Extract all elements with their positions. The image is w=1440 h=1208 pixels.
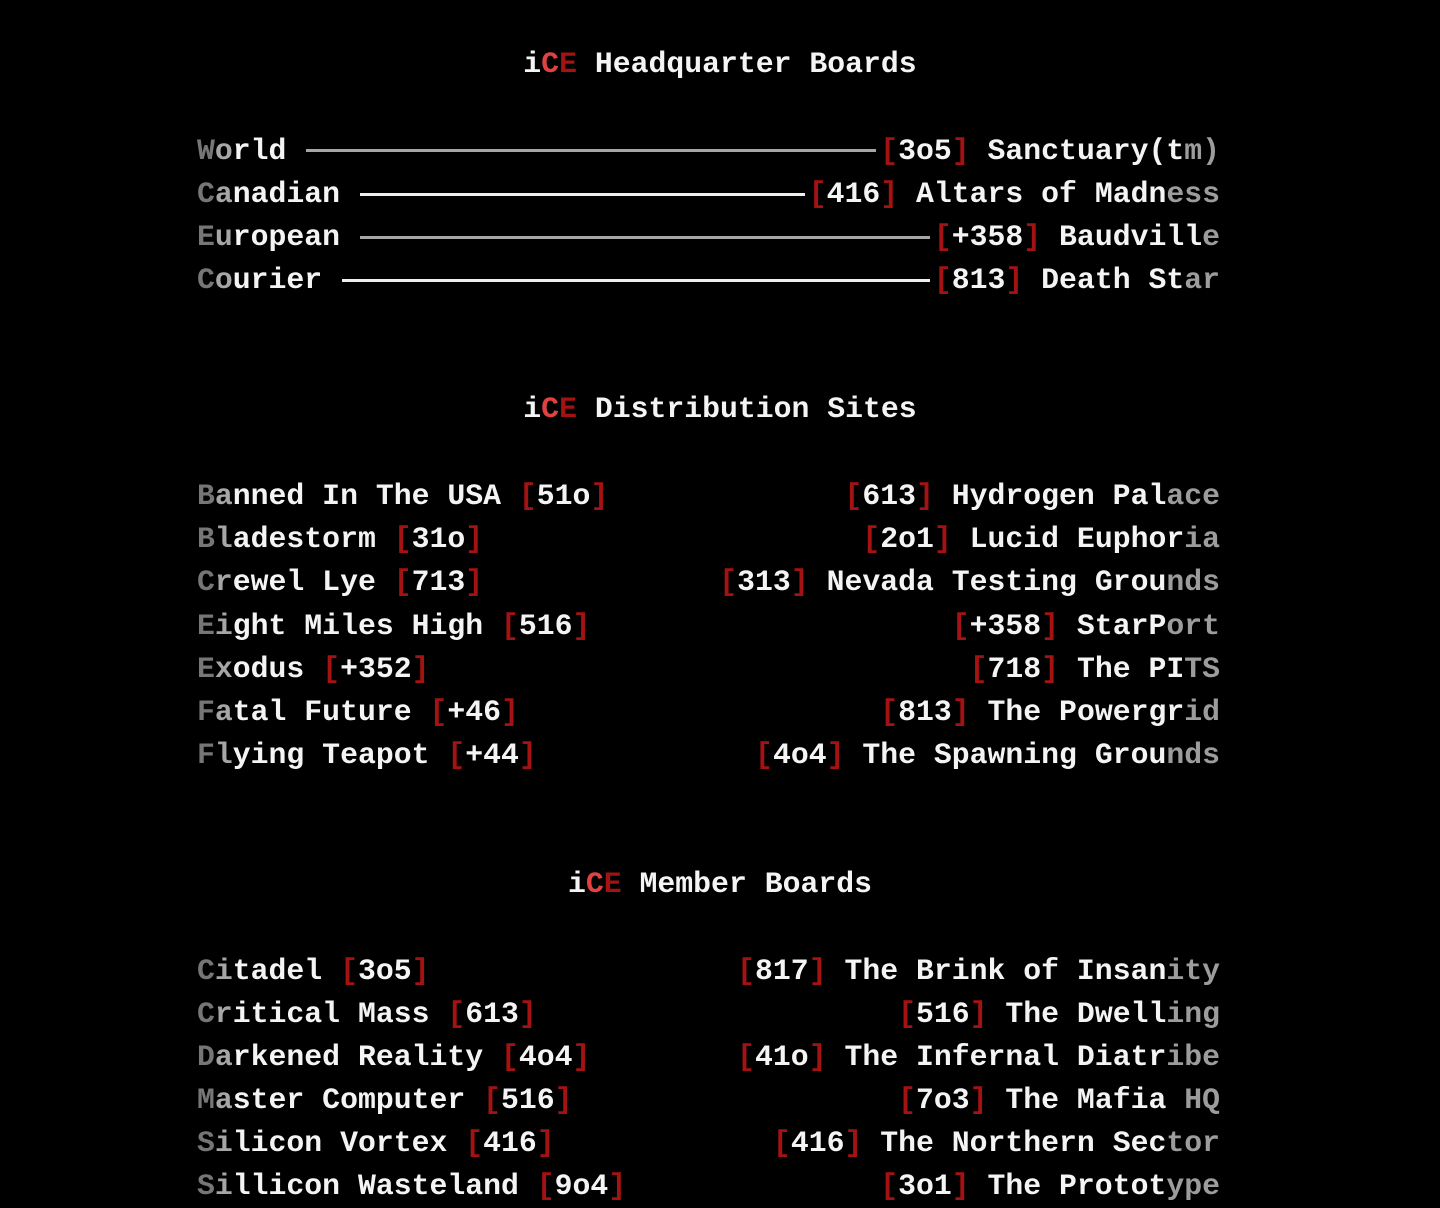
bracket-open: [: [518, 479, 537, 514]
bracket-close: ]: [808, 1039, 827, 1074]
bracket-close: ]: [572, 1039, 591, 1074]
member-row: [197, 1079, 1220, 1122]
area-code: 813: [898, 694, 952, 729]
dist-row: [197, 647, 1220, 690]
fade-char: E: [197, 651, 215, 686]
bracket-open: [: [880, 1169, 899, 1204]
network-name: urier: [232, 263, 341, 298]
fade-char: l: [214, 522, 233, 557]
site-entry-right: [862, 522, 1220, 556]
board-entry-left: [197, 997, 537, 1031]
bracket-open: [: [719, 565, 738, 600]
site-name: Lucid Euphor: [951, 522, 1185, 557]
area-code: +358: [969, 608, 1042, 643]
area-code: 713: [411, 565, 466, 600]
bracket-close: ]: [880, 177, 899, 212]
fade-char: TS: [1184, 651, 1220, 686]
fade-char: ort: [1166, 608, 1220, 643]
board-entry: [934, 263, 1220, 297]
title-letter-c: C: [585, 866, 604, 901]
title-letter-c: C: [541, 47, 560, 82]
bracket-close: ]: [501, 694, 519, 729]
site-name: The Powergr: [969, 694, 1185, 729]
fade-char: ace: [1166, 479, 1220, 514]
bracket-open: [: [465, 1126, 484, 1161]
connector-line: [342, 279, 930, 282]
fade-char: B: [197, 522, 215, 557]
fade-char: C: [197, 177, 215, 212]
fade-char: tor: [1166, 1126, 1220, 1161]
bracket-open: [: [447, 737, 466, 772]
area-code: +46: [447, 694, 502, 729]
bracket-open: [: [393, 522, 412, 557]
fade-char: C: [197, 953, 215, 988]
bracket-close: ]: [951, 694, 970, 729]
hq-row-courier: [197, 259, 1220, 302]
bracket-open: [: [737, 953, 756, 988]
board-name: The Brink of Insan: [826, 953, 1167, 988]
site-entry-left: [197, 565, 483, 599]
fade-char: M: [197, 1083, 215, 1118]
bracket-close: ]: [411, 651, 430, 686]
area-code: 416: [483, 1126, 537, 1161]
fade-char: i: [214, 1126, 233, 1161]
fade-char: E: [197, 220, 215, 255]
fade-char: HQ: [1184, 1083, 1220, 1118]
dist-section-title: [0, 388, 1440, 431]
bracket-open: [: [880, 694, 899, 729]
hq-row-european: [197, 216, 1220, 259]
fade-char: o: [214, 133, 233, 168]
board-entry-right: [737, 954, 1220, 988]
hq-row-canadian: [197, 173, 1220, 216]
site-name: ying Teapot: [232, 737, 448, 772]
site-entry-left: [197, 609, 590, 643]
board-entry-left: [197, 1040, 590, 1074]
board-name: Death St: [1023, 263, 1185, 298]
fade-char: S: [197, 1169, 215, 1204]
site-entry-left: [197, 738, 537, 772]
bracket-close: ]: [844, 1126, 863, 1161]
bracket-close: ]: [915, 479, 934, 514]
bracket-open: [: [933, 220, 952, 255]
board-name: llicon Wasteland: [232, 1169, 537, 1204]
bracket-close: ]: [518, 737, 537, 772]
title-text: Member Boards: [621, 866, 872, 901]
bracket-open: [: [340, 953, 358, 988]
bracket-open: [: [755, 737, 773, 772]
area-code: 416: [826, 177, 881, 212]
title-letter-e: E: [603, 866, 622, 901]
site-entry-right: [952, 609, 1220, 643]
member-row: [197, 1035, 1220, 1078]
connector-line: [306, 149, 876, 152]
bracket-open: [: [737, 1039, 756, 1074]
site-name: The Spawning Grou: [844, 737, 1167, 772]
fade-char: ing: [1166, 996, 1220, 1031]
area-code: 3o5: [357, 953, 412, 988]
site-entry-left: [197, 479, 608, 513]
bracket-close: ]: [411, 953, 430, 988]
fade-char: W: [197, 133, 215, 168]
bracket-open: [: [898, 1083, 916, 1118]
board-entry-right: [898, 1083, 1220, 1117]
dist-row: [197, 733, 1220, 776]
fade-char: a: [214, 1039, 233, 1074]
board-entry-left: [197, 1126, 555, 1160]
bracket-open: [: [969, 651, 988, 686]
site-name: ewel Lye: [232, 565, 394, 600]
site-name: Nevada Testing Grou: [808, 565, 1167, 600]
area-code: 813: [951, 263, 1006, 298]
title-text: Headquarter Boards: [576, 47, 917, 82]
board-name: The Dwell: [987, 996, 1167, 1031]
title-text: i: [523, 47, 542, 82]
board-name: The Mafia: [987, 1083, 1185, 1118]
bracket-close: ]: [951, 1169, 970, 1204]
bracket-close: ]: [1041, 651, 1060, 686]
fade-char: C: [197, 996, 215, 1031]
fade-char: i: [214, 608, 233, 643]
bracket-close: ]: [808, 953, 827, 988]
site-entry-right: [970, 652, 1220, 686]
area-code: 3o1: [898, 1169, 952, 1204]
bracket-close: ]: [572, 608, 591, 643]
fade-char: r: [214, 996, 233, 1031]
site-name: adestorm: [232, 522, 394, 557]
area-code: 7o3: [915, 1083, 970, 1118]
dist-row: [197, 604, 1220, 647]
fade-char: ity: [1166, 953, 1220, 988]
bracket-open: [: [501, 1039, 519, 1074]
area-code: 313: [737, 565, 791, 600]
fade-char: ia: [1184, 522, 1220, 557]
member-row: [197, 949, 1220, 992]
site-name: nned In The USA: [232, 479, 519, 514]
fade-char: S: [197, 1126, 215, 1161]
fade-char: i: [214, 953, 233, 988]
bracket-open: [: [772, 1126, 791, 1161]
area-code: 2o1: [880, 522, 934, 557]
network-label: [197, 134, 304, 168]
fade-char: E: [197, 608, 215, 643]
board-entry-left: [197, 1083, 573, 1117]
network-name: nadian: [232, 177, 358, 212]
connector-line: [360, 236, 930, 239]
site-name: The PI: [1059, 651, 1185, 686]
fade-char: ar: [1184, 263, 1220, 298]
site-entry-right: [755, 738, 1220, 772]
board-entry-left: [197, 1169, 626, 1203]
fade-char: nds: [1166, 565, 1220, 600]
title-text: i: [567, 866, 586, 901]
board-name: The Infernal Diatr: [826, 1039, 1167, 1074]
title-text: i: [523, 392, 542, 427]
network-name: rld: [232, 133, 305, 168]
bracket-close: ]: [969, 1083, 988, 1118]
fade-char: C: [197, 263, 215, 298]
fade-char: D: [197, 1039, 215, 1074]
area-code: +44: [465, 737, 519, 772]
board-name: itical Mass: [232, 996, 448, 1031]
hq-row-world: [197, 129, 1220, 172]
board-name: Altars of Madn: [898, 177, 1167, 212]
board-entry-right: [880, 1169, 1220, 1203]
area-code: 416: [790, 1126, 845, 1161]
fade-char: i: [214, 1169, 233, 1204]
fade-char: e: [1202, 220, 1220, 255]
site-entry-right: [880, 695, 1220, 729]
bracket-close: ]: [826, 737, 845, 772]
site-name: ght Miles High: [232, 608, 501, 643]
fade-char: ibe: [1166, 1039, 1220, 1074]
board-entry: [934, 220, 1220, 254]
bracket-close: ]: [536, 1126, 555, 1161]
board-entry-left: [197, 954, 430, 988]
fade-char: r: [214, 565, 233, 600]
bracket-open: [: [322, 651, 341, 686]
area-code: 4o4: [518, 1039, 573, 1074]
area-code: 9o4: [554, 1169, 609, 1204]
member-row: [197, 992, 1220, 1035]
fade-char: x: [214, 651, 233, 686]
bracket-close: ]: [1005, 263, 1024, 298]
member-board-list: [197, 949, 1220, 1208]
area-code: 613: [862, 479, 916, 514]
bracket-open: [: [808, 177, 827, 212]
area-code: 516: [501, 1083, 555, 1118]
fade-char: nds: [1166, 737, 1220, 772]
bracket-close: ]: [590, 479, 609, 514]
area-code: 516: [915, 996, 970, 1031]
dist-row: [197, 690, 1220, 733]
area-code: 31o: [411, 522, 466, 557]
fade-char: B: [197, 479, 215, 514]
site-name: tal Future: [232, 694, 430, 729]
hq-section-title: [0, 43, 1440, 86]
dist-site-list: [197, 475, 1220, 777]
title-text: Distribution Sites: [576, 392, 917, 427]
site-entry-left: [197, 652, 430, 686]
board-name: licon Vortex: [232, 1126, 466, 1161]
board-entry: [880, 134, 1220, 168]
board-name: The Northern Sec: [862, 1126, 1167, 1161]
site-name: StarP: [1059, 608, 1167, 643]
board-entry-right: [898, 997, 1220, 1031]
title-letter-e: E: [559, 392, 577, 427]
bracket-close: ]: [608, 1169, 627, 1204]
fade-char: u: [214, 220, 233, 255]
board-name: The Protot: [969, 1169, 1167, 1204]
fade-char: m): [1184, 133, 1220, 168]
fade-char: ess: [1166, 177, 1220, 212]
area-code: +352: [340, 651, 412, 686]
board-name: rkened Reality: [232, 1039, 501, 1074]
dist-row: [197, 475, 1220, 518]
fade-char: a: [214, 177, 233, 212]
board-name: tadel: [232, 953, 341, 988]
area-code: +358: [951, 220, 1024, 255]
board-entry-right: [773, 1126, 1220, 1160]
bracket-close: ]: [465, 522, 484, 557]
bracket-open: [: [898, 996, 916, 1031]
network-name: ropean: [232, 220, 358, 255]
board-name: Baudvill: [1041, 220, 1203, 255]
area-code: 718: [987, 651, 1042, 686]
bracket-close: ]: [790, 565, 809, 600]
dist-row: [197, 518, 1220, 561]
network-label: [197, 220, 358, 254]
member-row: [197, 1165, 1220, 1208]
network-label: [197, 263, 340, 297]
title-letter-c: C: [541, 392, 560, 427]
network-label: [197, 177, 358, 211]
board-entry-right: [737, 1040, 1220, 1074]
fade-char: a: [214, 479, 233, 514]
bracket-open: [: [536, 1169, 555, 1204]
bracket-close: ]: [554, 1083, 573, 1118]
bracket-close: ]: [933, 522, 952, 557]
bracket-close: ]: [465, 565, 484, 600]
bracket-open: [: [447, 996, 466, 1031]
bracket-open: [: [933, 263, 952, 298]
area-code: 51o: [536, 479, 591, 514]
bracket-open: [: [844, 479, 863, 514]
site-entry-left: [197, 522, 483, 556]
bracket-open: [: [429, 694, 448, 729]
board-entry: [809, 177, 1220, 211]
area-code: 41o: [755, 1039, 809, 1074]
site-entry-right: [719, 565, 1220, 599]
fade-char: ype: [1166, 1169, 1220, 1204]
fade-char: F: [197, 737, 215, 772]
area-code: 3o5: [898, 133, 952, 168]
site-entry-right: [844, 479, 1220, 513]
fade-char: o: [214, 263, 233, 298]
board-name: Sanctuary(t: [969, 133, 1185, 168]
area-code: 4o4: [772, 737, 827, 772]
site-name: Hydrogen Pal: [933, 479, 1167, 514]
board-name: ster Computer: [232, 1083, 484, 1118]
member-row: [197, 1122, 1220, 1165]
fade-char: l: [214, 737, 233, 772]
area-code: 817: [755, 953, 809, 988]
bracket-open: [: [393, 565, 412, 600]
connector-line: [360, 193, 805, 196]
fade-char: F: [197, 694, 215, 729]
area-code: 613: [465, 996, 519, 1031]
site-entry-left: [197, 695, 519, 729]
bracket-open: [: [862, 522, 881, 557]
fade-char: a: [214, 1083, 233, 1118]
bracket-close: ]: [1041, 608, 1060, 643]
member-section-title: [0, 863, 1440, 906]
site-name: odus: [232, 651, 323, 686]
fade-char: id: [1184, 694, 1220, 729]
dist-row: [197, 561, 1220, 604]
fade-char: a: [214, 694, 233, 729]
bracket-open: [: [483, 1083, 502, 1118]
hq-board-list: [197, 129, 1220, 302]
bracket-close: ]: [518, 996, 537, 1031]
bracket-close: ]: [969, 996, 988, 1031]
bracket-close: ]: [1023, 220, 1042, 255]
title-letter-e: E: [559, 47, 577, 82]
area-code: 516: [518, 608, 573, 643]
bracket-open: [: [880, 133, 899, 168]
bracket-open: [: [501, 608, 519, 643]
bracket-open: [: [951, 608, 970, 643]
fade-char: C: [197, 565, 215, 600]
bracket-close: ]: [951, 133, 970, 168]
